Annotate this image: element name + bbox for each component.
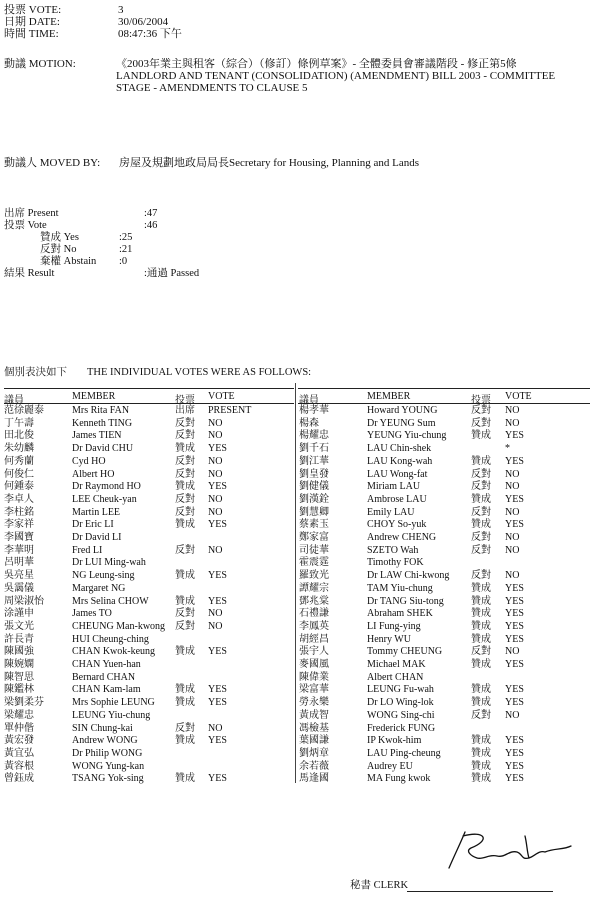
right-row-vote-en: YES (505, 519, 524, 531)
right-row-member-name-en: SZETO Wah (367, 544, 419, 556)
left-row-vote-cn: 贊成 (175, 697, 195, 709)
table-header-rule-left (4, 403, 294, 404)
abstain-value: :0 (119, 256, 128, 267)
right-row-member-name-en: TAM Yiu-chung (367, 582, 433, 594)
right-row-vote-cn: 贊成 (471, 582, 491, 594)
left-row-vote-cn: 贊成 (175, 595, 195, 607)
present-label: 出席 Present (4, 208, 59, 219)
left-row-member-name-cn: 吳靄儀 (4, 582, 34, 594)
right-row-member-name-en: IP Kwok-him (367, 735, 422, 747)
left-row-member-name-cn: 陳智思 (4, 671, 34, 683)
left-row-vote-cn: 反對 (175, 722, 195, 734)
mover-label: 動議人 MOVED BY: (4, 157, 101, 169)
left-row-member-name-cn: 何俊仁 (4, 468, 34, 480)
left-row-vote-cn: 贊成 (175, 684, 195, 696)
vote-number-value: 3 (118, 4, 124, 16)
vote-count-label: 投票 Vote (4, 220, 47, 231)
right-row-vote-cn: 反對 (471, 709, 491, 721)
left-row-vote-cn: 贊成 (175, 570, 195, 582)
col-header-vote-en-left: VOTE (208, 391, 235, 402)
left-row-member-name-en: Dr Philip WONG (72, 747, 143, 759)
right-row-member-name-en: WONG Sing-chi (367, 709, 435, 721)
right-row-member-name-en: CHOY So-yuk (367, 519, 427, 531)
right-row-member-name-en: LAU Kong-wah (367, 455, 433, 467)
left-row-member-name-en: Bernard CHAN (72, 671, 136, 683)
right-row-vote-en: NO (505, 709, 520, 721)
right-row-member-name-en: MA Fung kwok (367, 773, 431, 785)
right-row-vote-en: YES (505, 760, 524, 772)
left-row-vote-cn: 反對 (175, 417, 195, 429)
result-label: 結果 Result (4, 268, 55, 279)
right-row-vote-cn: 贊成 (471, 519, 491, 531)
left-row-member-name-cn: 黃宏發 (4, 735, 34, 747)
left-row-vote-en: YES (208, 697, 227, 709)
right-row-member-name-en: Frederick FUNG (367, 722, 436, 734)
left-row-member-name-en: Dr LUI Ming-wah (72, 557, 146, 569)
left-row-member-name-cn: 陳婉嫻 (4, 659, 34, 670)
right-row-member-name-cn: 石禮謙 (299, 608, 329, 620)
right-row-member-name-cn: 黃成智 (299, 709, 329, 721)
right-row-vote-cn: 反對 (471, 646, 491, 658)
right-row-vote-en: NO (505, 532, 520, 543)
left-row-member-name-en: Kenneth TING (72, 417, 133, 429)
left-row-member-name-cn: 黃容根 (4, 760, 34, 772)
left-row-member-name-cn: 李柱銘 (4, 506, 34, 518)
abstain-label: 棄權 Abstain (40, 256, 97, 267)
left-row-member-name-en: Dr Eric LI (72, 519, 114, 531)
motion-text-chinese: 《2003年業主與租客（綜合）（修訂）條例草案》- 全體委員會審議階段 - 修正第5條 (116, 58, 517, 70)
left-row-member-name-cn: 何鍾泰 (4, 481, 34, 493)
right-row-vote-en: NO (505, 506, 520, 518)
left-row-vote-en: PRESENT (208, 405, 252, 416)
table-top-rule-left (4, 388, 294, 389)
left-row-vote-en: NO (208, 468, 223, 480)
left-row-vote-en: NO (208, 722, 223, 734)
right-row-vote-en: YES (505, 493, 524, 505)
right-row-vote-cn: 贊成 (471, 608, 491, 620)
col-header-member-en-right: MEMBER (367, 391, 411, 402)
right-row-member-name-en: Howard YOUNG (367, 405, 438, 416)
left-row-member-name-en: Mrs Selina CHOW (72, 595, 149, 607)
table-header-rule-right (298, 403, 590, 404)
left-row-member-name-en: James TIEN (72, 430, 122, 442)
left-row-member-name-cn: 吳亮星 (4, 570, 34, 582)
left-row-member-name-cn: 李卓人 (4, 493, 34, 505)
right-row-member-name-cn: 勞永樂 (299, 697, 329, 709)
left-row-member-name-cn: 涂謹申 (4, 608, 34, 620)
vote-number-label: 投票 VOTE: (4, 4, 62, 16)
left-row-member-name-cn: 何秀蘭 (4, 455, 34, 467)
right-row-member-name-cn: 劉漢銓 (299, 493, 329, 505)
right-row-vote-en: NO (505, 646, 520, 658)
clerk-signature-line (407, 891, 553, 892)
right-row-vote-cn: 贊成 (471, 633, 491, 645)
right-row-vote-en: NO (505, 417, 520, 429)
result-value: :通過 Passed (144, 268, 200, 279)
right-row-member-name-en: Michael MAK (367, 659, 426, 670)
right-row-vote-en: YES (505, 684, 524, 696)
right-row-member-name-cn: 葉國謙 (299, 735, 329, 747)
left-row-vote-cn: 反對 (175, 608, 195, 620)
left-row-member-name-en: Fred LI (72, 544, 103, 556)
right-row-member-name-cn: 陳偉業 (299, 671, 329, 683)
right-row-vote-cn: 贊成 (471, 760, 491, 772)
right-row-vote-en: YES (505, 455, 524, 467)
left-row-member-name-en: CHAN Kam-lam (72, 684, 141, 696)
left-row-vote-cn: 反對 (175, 506, 195, 518)
left-row-vote-cn: 出席 (175, 405, 195, 416)
date-label: 日期 DATE: (4, 16, 60, 28)
left-row-member-name-en: Martin LEE (72, 506, 121, 518)
right-row-vote-cn: 贊成 (471, 620, 491, 632)
right-row-member-name-en: LAU Chin-shek (367, 443, 432, 455)
left-row-member-name-cn: 陳鑑林 (4, 684, 34, 696)
left-row-vote-cn: 贊成 (175, 773, 195, 785)
right-row-member-name-cn: 馬逢國 (299, 773, 329, 785)
right-row-member-name-cn: 余若薇 (299, 760, 329, 772)
left-row-vote-cn: 贊成 (175, 481, 195, 493)
time-value: 08:47:36 下午 (118, 28, 182, 40)
right-row-member-name-cn: 蔡素玉 (299, 519, 329, 531)
right-row-member-name-en: Miriam LAU (367, 481, 421, 493)
right-row-member-name-en: Tommy CHEUNG (367, 646, 443, 658)
right-row-member-name-cn: 胡經昌 (299, 633, 329, 645)
right-row-member-name-en: LAU Wong-fat (367, 468, 428, 480)
left-row-member-name-cn: 陳國強 (4, 646, 34, 658)
left-row-vote-cn: 反對 (175, 430, 195, 442)
right-row-vote-en: YES (505, 747, 524, 759)
left-row-member-name-cn: 李華明 (4, 544, 34, 556)
left-row-vote-en: NO (208, 493, 223, 505)
right-row-vote-en: YES (505, 697, 524, 709)
left-row-vote-cn: 反對 (175, 455, 195, 467)
vote-count-value: :46 (144, 220, 158, 231)
left-row-vote-en: YES (208, 481, 227, 493)
left-row-member-name-cn: 單仲偕 (4, 722, 34, 734)
left-row-vote-en: NO (208, 430, 223, 442)
right-row-vote-cn: 贊成 (471, 455, 491, 467)
left-row-member-name-cn: 李家祥 (4, 519, 34, 531)
right-row-member-name-cn: 楊森 (299, 417, 319, 429)
left-row-member-name-cn: 曾鈺成 (4, 773, 34, 785)
left-row-vote-en: NO (208, 455, 223, 467)
right-row-vote-cn: 反對 (471, 481, 491, 493)
left-row-member-name-en: Cyd HO (72, 455, 106, 467)
left-row-vote-en: YES (208, 519, 227, 531)
right-row-vote-cn: 贊成 (471, 595, 491, 607)
right-row-member-name-en: LEUNG Fu-wah (367, 684, 434, 696)
present-value: :47 (144, 208, 158, 219)
left-row-member-name-en: Mrs Sophie LEUNG (72, 697, 155, 709)
left-row-vote-en: YES (208, 684, 227, 696)
left-row-member-name-en: LEUNG Yiu-chung (72, 709, 151, 721)
left-row-vote-en: YES (208, 570, 227, 582)
left-row-vote-en: YES (208, 646, 227, 658)
left-row-vote-en: NO (208, 608, 223, 620)
left-row-member-name-cn: 朱幼麟 (4, 443, 34, 455)
right-row-member-name-en: Audrey EU (367, 760, 413, 772)
motion-text-english-line-2: STAGE - AMENDMENTS TO CLAUSE 5 (116, 82, 308, 94)
mover-value: 房屋及規劃地政局局長Secretary for Housing, Planning and Lands (119, 157, 420, 169)
right-row-member-name-en: LI Fung-ying (367, 620, 421, 632)
right-row-member-name-cn: 鄧兆棠 (299, 595, 329, 607)
no-value: :21 (119, 244, 133, 255)
left-row-vote-en: NO (208, 506, 223, 518)
left-row-member-name-en: CHAN Kwok-keung (72, 646, 156, 658)
motion-text-english-line-1: LANDLORD AND TENANT (CONSOLIDATION) (AMENDMENT) BILL 2003 - COMMITTEE (116, 70, 556, 82)
left-row-member-name-en: Margaret NG (72, 582, 126, 594)
right-row-vote-en: NO (505, 544, 520, 556)
individual-votes-heading-chinese: 個別表決如下 (4, 367, 67, 378)
motion-label: 動議 MOTION: (4, 58, 76, 70)
left-row-member-name-cn: 許長青 (4, 633, 34, 645)
right-row-member-name-cn: 劉慧卿 (299, 506, 329, 518)
left-row-vote-en: YES (208, 773, 227, 785)
right-row-member-name-cn: 楊孝華 (299, 405, 329, 416)
left-row-member-name-en: Dr David LI (72, 532, 122, 543)
left-row-member-name-en: Dr David CHU (72, 443, 134, 455)
date-value: 30/06/2004 (118, 16, 169, 28)
col-header-vote-cn-right: 投票 (471, 395, 491, 406)
right-row-vote-cn: 反對 (471, 417, 491, 429)
right-row-member-name-cn: 羅致光 (299, 570, 329, 582)
right-row-member-name-cn: 譚耀宗 (299, 582, 329, 594)
no-label: 反對 No (40, 244, 77, 255)
left-row-member-name-cn: 梁劉柔芬 (4, 697, 44, 709)
left-row-member-name-en: LEE Cheuk-yan (72, 493, 137, 505)
right-row-vote-en: NO (505, 405, 520, 416)
right-row-vote-cn: 贊成 (471, 735, 491, 747)
right-row-vote-cn: 贊成 (471, 747, 491, 759)
table-divider (295, 383, 296, 783)
right-row-vote-en: YES (505, 773, 524, 785)
right-row-vote-cn: 贊成 (471, 697, 491, 709)
right-row-vote-en: YES (505, 620, 524, 632)
left-row-member-name-en: WONG Yung-kan (72, 760, 145, 772)
right-row-vote-cn: 贊成 (471, 493, 491, 505)
left-row-vote-cn: 贊成 (175, 519, 195, 531)
right-row-vote-cn: 反對 (471, 544, 491, 556)
left-row-member-name-cn: 周梁淑怡 (4, 595, 44, 607)
left-row-member-name-en: Andrew WONG (72, 735, 138, 747)
col-header-member-cn-left: 議員 (4, 395, 24, 406)
right-row-vote-en: YES (505, 595, 524, 607)
left-row-vote-cn: 反對 (175, 544, 195, 556)
left-row-vote-cn: 贊成 (175, 646, 195, 658)
right-row-member-name-en: Emily LAU (367, 506, 415, 518)
left-row-vote-cn: 反對 (175, 493, 195, 505)
left-row-member-name-en: CHAN Yuen-han (72, 659, 141, 670)
col-header-member-en-left: MEMBER (72, 391, 116, 402)
right-row-vote-en: YES (505, 608, 524, 620)
right-row-member-name-en: Timothy FOK (367, 557, 424, 569)
right-row-member-name-en: Dr YEUNG Sum (367, 417, 436, 429)
left-row-vote-en: NO (208, 620, 223, 632)
right-row-member-name-cn: 麥國風 (299, 659, 329, 670)
col-header-vote-en-right: VOTE (505, 391, 532, 402)
right-row-vote-cn: 贊成 (471, 773, 491, 785)
right-row-member-name-cn: 劉江華 (299, 455, 329, 467)
left-row-member-name-en: HUI Cheung-ching (72, 633, 149, 645)
right-row-member-name-en: Ambrose LAU (367, 493, 427, 505)
right-row-member-name-cn: 鄭家富 (299, 532, 329, 543)
right-row-vote-en: YES (505, 633, 524, 645)
right-row-vote-cn: 贊成 (471, 430, 491, 442)
left-row-member-name-cn: 張文光 (4, 620, 34, 632)
right-row-vote-en: YES (505, 735, 524, 747)
right-row-member-name-cn: 司徒華 (299, 544, 329, 556)
col-header-member-cn-right: 議員 (299, 395, 319, 406)
clerk-label: 秘書 CLERK (350, 880, 409, 891)
right-row-member-name-cn: 劉皇發 (299, 468, 329, 480)
left-row-vote-cn: 反對 (175, 620, 195, 632)
right-row-vote-cn: 反對 (471, 532, 491, 543)
right-row-member-name-en: LAU Ping-cheung (367, 747, 441, 759)
right-row-vote-en: NO (505, 481, 520, 493)
right-row-member-name-en: Dr TANG Siu-tong (367, 595, 444, 607)
right-row-member-name-cn: 梁富華 (299, 684, 329, 696)
left-row-member-name-cn: 黃宜弘 (4, 747, 34, 759)
yes-label: 贊成 Yes (40, 232, 79, 243)
individual-votes-heading-english: THE INDIVIDUAL VOTES WERE AS FOLLOWS: (87, 367, 312, 378)
right-row-member-name-cn: 霍震霆 (299, 557, 329, 569)
right-row-vote-cn: 反對 (471, 506, 491, 518)
right-row-member-name-en: YEUNG Yiu-chung (367, 430, 447, 442)
left-row-member-name-en: Dr Raymond HO (72, 481, 141, 493)
right-row-member-name-cn: 張宇人 (299, 646, 329, 658)
left-row-vote-en: YES (208, 443, 227, 455)
left-row-member-name-en: CHEUNG Man-kwong (72, 620, 166, 632)
left-row-vote-en: YES (208, 735, 227, 747)
right-row-vote-cn: 反對 (471, 405, 491, 416)
right-row-member-name-cn: 馮檢基 (299, 722, 329, 734)
right-row-vote-en: YES (505, 659, 524, 670)
right-row-member-name-cn: 楊耀忠 (299, 430, 329, 442)
left-row-member-name-cn: 田北俊 (4, 430, 34, 442)
right-row-vote-en: NO (505, 468, 520, 480)
table-top-rule-right (298, 388, 590, 389)
left-row-member-name-en: Mrs Rita FAN (72, 405, 130, 416)
left-row-vote-en: NO (208, 544, 223, 556)
right-row-vote-cn: 贊成 (471, 659, 491, 670)
right-row-vote-cn: 反對 (471, 570, 491, 582)
left-row-member-name-cn: 丁午壽 (4, 417, 34, 429)
left-row-member-name-cn: 李國寶 (4, 532, 34, 543)
clerk-signature (425, 826, 575, 876)
left-row-vote-cn: 贊成 (175, 443, 195, 455)
right-row-vote-en: NO (505, 570, 520, 582)
right-row-member-name-cn: 李鳳英 (299, 620, 329, 632)
right-row-vote-cn: 贊成 (471, 684, 491, 696)
right-row-member-name-cn: 劉炳章 (299, 747, 329, 759)
right-row-member-name-en: Henry WU (367, 633, 411, 645)
left-row-vote-en: NO (208, 417, 223, 429)
right-row-member-name-en: Abraham SHEK (367, 608, 433, 620)
left-row-vote-cn: 反對 (175, 468, 195, 480)
right-row-member-name-en: Dr LO Wing-lok (367, 697, 434, 709)
col-header-vote-cn-left: 投票 (175, 395, 195, 406)
left-row-member-name-cn: 范徐麗泰 (4, 405, 44, 416)
left-row-vote-cn: 贊成 (175, 735, 195, 747)
left-row-member-name-en: Albert HO (72, 468, 115, 480)
time-label: 時間 TIME: (4, 28, 59, 40)
right-row-vote-en: * (505, 443, 510, 455)
right-row-member-name-en: Albert CHAN (367, 671, 424, 683)
yes-value: :25 (119, 232, 133, 243)
right-row-member-name-cn: 劉千石 (299, 443, 329, 455)
left-row-member-name-cn: 梁耀忠 (4, 709, 34, 721)
right-row-vote-en: YES (505, 430, 524, 442)
right-row-member-name-cn: 劉健儀 (299, 481, 329, 493)
right-row-vote-en: YES (505, 582, 524, 594)
left-row-vote-en: YES (208, 595, 227, 607)
left-row-member-name-cn: 呂明華 (4, 557, 34, 569)
left-row-member-name-en: James TO (72, 608, 112, 620)
right-row-vote-cn: 反對 (471, 468, 491, 480)
left-row-member-name-en: SIN Chung-kai (72, 722, 133, 734)
left-row-member-name-en: TSANG Yok-sing (72, 773, 144, 785)
left-row-member-name-en: NG Leung-sing (72, 570, 135, 582)
right-row-member-name-en: Andrew CHENG (367, 532, 437, 543)
right-row-member-name-en: Dr LAW Chi-kwong (367, 570, 450, 582)
